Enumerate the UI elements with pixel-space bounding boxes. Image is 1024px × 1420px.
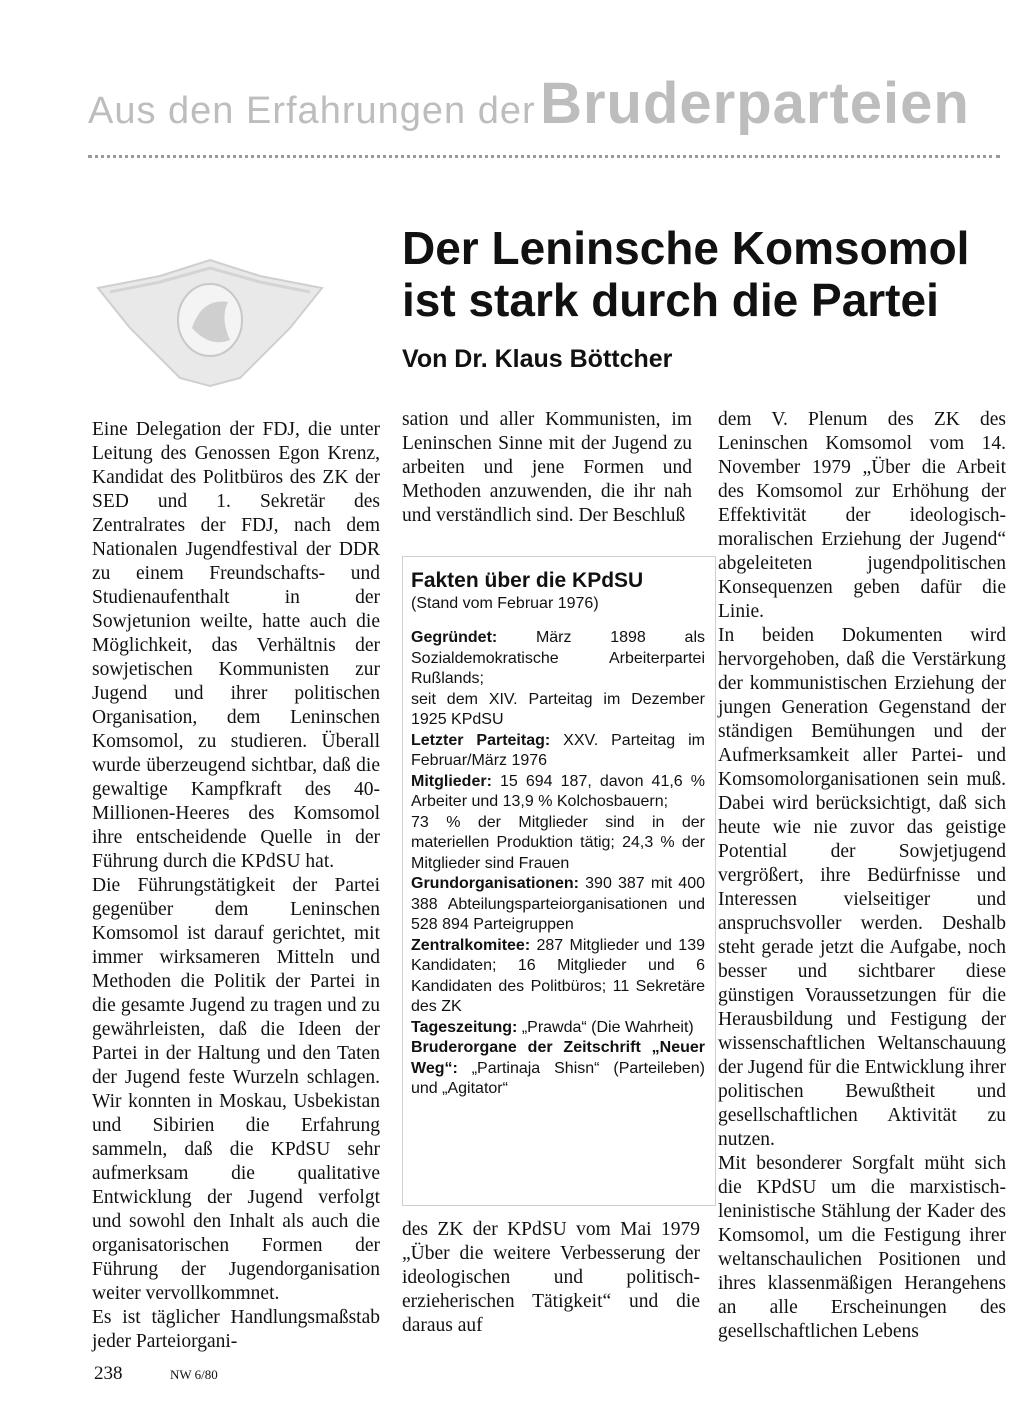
- fact-label: Gegründet:: [411, 629, 498, 646]
- fact-box: [402, 556, 716, 1206]
- fact-text: 390 387 mit 400 388 Abteilungsparteiorganisationen und 528 894 Parteigruppen: [411, 875, 705, 933]
- issue-label: NW 6/80: [170, 1367, 218, 1382]
- fact-text: 287 Mitglieder und 139 Kandidaten; 16 Mitglieder und 6 Kandidaten des Politbüros; 11 Sekretäre des ZK: [411, 936, 705, 1015]
- title-line-2: ist stark durch die Partei: [402, 274, 939, 326]
- paragraph: Die Führungstätigkeit der Partei gegenüber dem Leninschen Komsomol ist darauf gerichtet, mit immer wirksameren Mitteln und Methoden die Politik der Partei in die gesamte Jugend zu tragen und zu gewährleisten, daß die Ideen der Partei in der Haltung und den Taten der Jugend feste Wurzeln schlagen. Wir konnten in Moskau, Usbekistan und Sibirien die Erfahrung sammeln, daß die KPdSU sehr aufmerksam die qualitative Entwicklung der Jugend verfolgt und sowohl den Inhalt als auch die organisatorischen Formen der Führung der Jugendorganisation weiter vervollkommnet.: [92, 875, 380, 1304]
- fact-item: [411, 874, 705, 936]
- fact-label: Letzter Parteitag:: [411, 731, 551, 749]
- fact-label: Zentralkomitee:: [411, 936, 531, 954]
- fact-box-subtitle: (Stand vom Februar 1976): [411, 595, 599, 612]
- fact-item: [411, 772, 705, 813]
- paragraph: Eine Delegation der FDJ, die unter Leitung des Genossen Egon Krenz, Kandidat des Politbüros des ZK der SED und 1. Sekretär des Zentralrates der FDJ, nach dem Nationalen Jugendfestival der DDR zu einem Freundschafts- und Studienaufenthalt in der Sowjetunion weilte, hatte auch die Möglichkeit, das Verhältnis der sowjetischen Kommunisten zur Jugend und ihrer politischen Organisation, dem Leninschen Komsomol, zu studieren. Überall wurde überzeugend sichtbar, daß die gewaltige Kampfkraft des 40-Millionen-Heeres des Komsomol ihre entscheidende Quelle in der Führung durch die KPdSU hat.: [92, 419, 380, 872]
- fact-item: [411, 813, 705, 875]
- kicker-rule: [88, 155, 1000, 158]
- paragraph: sation und aller Kommunisten, im Leninschen Sinne mit der Jugend zu arbeiten und jene Formen und Methoden anzuwenden, die ihr nah und verständlich sind. Der Beschluß: [402, 409, 692, 526]
- kicker-small-text: Aus den Erfahrungen der: [88, 90, 536, 132]
- article-title: [402, 222, 1012, 326]
- kicker-big-text: Bruderparteien: [540, 71, 970, 136]
- fact-text: „Partinaja Shisn“ (Parteileben) und „Agitator“: [411, 1059, 705, 1097]
- komsomol-emblem-icon: [90, 258, 330, 388]
- paragraph: Es ist täglicher Handlungsmaßstab jeder Parteiorgani-: [92, 1307, 380, 1352]
- paragraph: In beiden Dokumenten wird hervorgehoben, daß die Verstärkung der kommunistischen Erziehung der jungen Generation Gegenstand der ständigen Bemühungen und der Aufmerksamkeit aller Partei- und Komsomolorganisationen sein muß. Dabei wird berücksichtigt, daß sich heute wie nie zuvor das geistige Potential der Sowjetjugend vergrößert, ihre Bedürfnisse und Interessen vielseitiger und anspruchsvoller werden. Deshalb steht gerade jetzt die Aufgabe, noch besser und sichtbarer diese günstigen Voraussetzungen für die Herausbildung und Festigung der wissenschaftlichen Weltanschauung der Jugend für die Entwicklung ihrer politischen Bewußtheit und gesellschaftlichen Aktivität zu nutzen.: [718, 625, 1006, 1150]
- fact-item: [411, 731, 705, 772]
- fact-text: März 1898 als Sozialdemokratische Arbeiterpartei Rußlands;: [411, 629, 705, 687]
- fact-text: 73 % der Mitglieder sind in der materiellen Produktion tätig; 24,3 % der Mitglieder sind Frauen: [411, 813, 705, 872]
- article-author: Von Dr. Klaus Böttcher: [402, 345, 673, 373]
- fact-label: Tageszeitung:: [411, 1018, 518, 1036]
- fact-item: [411, 1038, 705, 1100]
- fact-label: Mitglieder:: [411, 772, 492, 790]
- fact-label: Grundorganisationen:: [411, 875, 579, 892]
- text-column-2-top: [402, 408, 692, 528]
- paragraph: Mit besonderer Sorgfalt müht sich die KPdSU um die marxistisch-leninistische Stählung der Kader des Komsomol, um die Festigung ihrer weltanschaulichen Positionen und ihres klassenmäßigen Herangehens an alle Erscheinungen des gesellschaftlichen Lebens: [718, 1153, 1006, 1342]
- section-kicker: [88, 70, 1000, 150]
- fact-text: 15 694 187, davon 41,6 % Arbeiter und 13,9 % Kolchosbauern;: [411, 772, 705, 810]
- paragraph: des ZK der KPdSU vom Mai 1979 „Über die weitere Verbesserung der ideologischen und politisch-erzieherischen Tätigkeit“ und die daraus auf: [402, 1219, 700, 1336]
- fact-text: „Prawda“ (Die Wahrheit): [517, 1018, 694, 1036]
- fact-list: [411, 628, 705, 1100]
- fact-box-title: Fakten über die KPdSU: [411, 569, 644, 592]
- text-column-2-bottom: [402, 1218, 700, 1338]
- fact-label: Bruderorgane der Zeitschrift „Neuer Weg“:: [411, 1039, 705, 1077]
- fact-item: [411, 1018, 705, 1039]
- fact-item: [411, 936, 705, 1018]
- fact-text: XXV. Parteitag im Februar/März 1976: [411, 731, 706, 769]
- fact-text: seit dem XIV. Parteitag im Dezember 1925 KPdSU: [411, 690, 705, 728]
- page-number: 238: [94, 1363, 123, 1384]
- paragraph: dem V. Plenum des ZK des Leninschen Komsomol vom 14. November 1979 „Über die Arbeit des Komsomol zur Erhöhung der Effektivität der ideologisch-moralischen Erziehung der Jugend“ abgeleiteten jugendpolitischen Konsequenzen geben dafür die Linie.: [718, 409, 1006, 622]
- text-column-1: [92, 418, 380, 1354]
- text-column-3: [718, 408, 1006, 1344]
- title-line-1: Der Leninsche Komsomol: [402, 222, 970, 274]
- fact-item: [411, 628, 705, 690]
- fact-item: [411, 690, 705, 731]
